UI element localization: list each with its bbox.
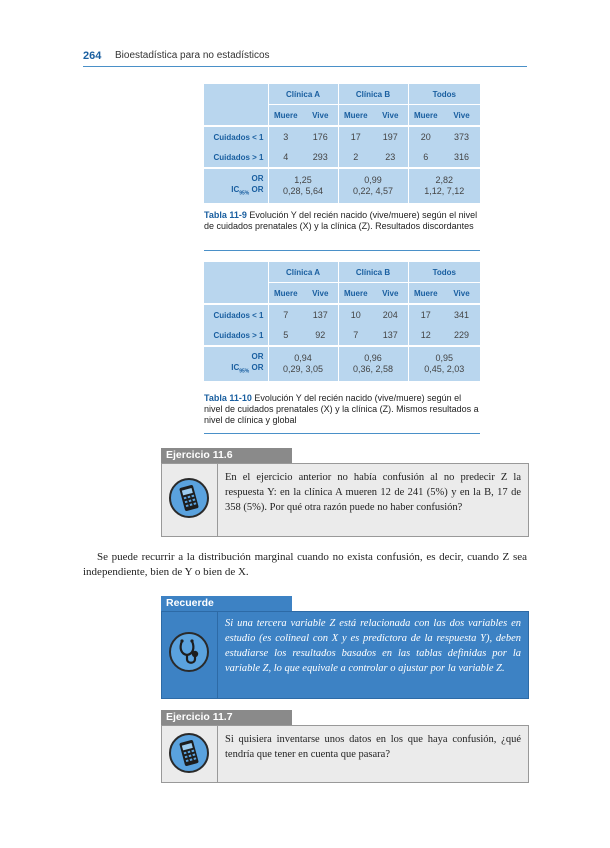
- table-cell: 12: [408, 325, 443, 346]
- exercise-title: Ejercicio 11.7: [161, 710, 292, 725]
- table-row: [204, 147, 480, 168]
- column-header: Vive: [373, 283, 408, 305]
- table-cell: 5: [268, 325, 303, 346]
- remember-box: [161, 611, 529, 699]
- column-header: Vive: [303, 283, 338, 305]
- remember-text: Si una tercera variable Z está relacionada con las dos variables en estudio (es colineal con X y es predictora de la respuesta Y), deben estudiarse los resultados basados en las tablas definidas por la variable Z, lo que equivale a controlar o ajustar por la variable Z.: [225, 618, 521, 674]
- calculator-icon: [169, 733, 209, 773]
- exercise-box: [161, 725, 529, 783]
- stethoscope-icon: [169, 632, 209, 672]
- table-cell: 176: [303, 126, 338, 147]
- table-cell: 23: [385, 152, 396, 162]
- column-header: Vive: [443, 283, 480, 305]
- table-row: [204, 325, 480, 346]
- or-value-cell: 0,94 0,29, 3,05: [268, 346, 338, 381]
- table-cell: 17: [408, 304, 443, 325]
- or-value-cell: 2,82 1,12, 7,12: [408, 168, 480, 203]
- group-header: Clínica A: [268, 84, 338, 105]
- row-label: Cuidados < 1: [204, 126, 268, 147]
- caption-divider: [204, 250, 480, 251]
- table-row: [204, 304, 480, 325]
- column-header: Vive: [443, 105, 480, 127]
- table-row: [204, 126, 480, 147]
- row-label: Cuidados > 1: [213, 330, 264, 340]
- column-header: Muere: [338, 283, 373, 305]
- caption-divider: [204, 433, 480, 434]
- row-label: Cuidados > 1: [213, 152, 264, 162]
- or-row: [204, 168, 480, 203]
- page-header: [83, 48, 527, 67]
- table-cell: 229: [454, 330, 470, 340]
- or-label: OR $IC_{95\%}$ OR: [204, 168, 268, 203]
- column-header: Muere: [268, 105, 303, 127]
- body-paragraph: Se puede recurrir a la distribución marginal cuando no exista confusión, es decir, cuando Z sea independiente, bien de Y o bien de X.: [83, 551, 527, 578]
- row-label: Cuidados < 1: [204, 304, 268, 325]
- table-cell: 197: [373, 126, 408, 147]
- or-value-cell: 0,95 0,45, 2,03: [408, 346, 480, 381]
- page-number: 264: [83, 50, 102, 62]
- column-header: Vive: [303, 105, 338, 127]
- column-header: Muere: [338, 105, 373, 127]
- exercise-text: En el ejercicio anterior no había confusión al no predecir Z la respuesta Y: en la clínica A mueren 12 de 241 (5%) y en la B, 17 de 358 (5%). Por qué otra razón puede no haber confusión?: [225, 472, 521, 513]
- or-row: [204, 346, 480, 381]
- table-cell: 3: [268, 126, 303, 147]
- table-cell: 7: [338, 325, 373, 346]
- or-label: OR $IC_{95\%}$ OR: [204, 346, 268, 381]
- table-cell: 2: [338, 147, 373, 168]
- exercise-box: [161, 463, 529, 537]
- table-cell: 293: [312, 152, 328, 162]
- table-cell: 137: [382, 330, 398, 340]
- table-cell: 10: [338, 304, 373, 325]
- table-cell: 204: [373, 304, 408, 325]
- group-header: Todos: [408, 84, 480, 105]
- table-cell: 20: [408, 126, 443, 147]
- table-cell: 7: [268, 304, 303, 325]
- column-header: Vive: [373, 105, 408, 127]
- table-cell: 373: [443, 126, 480, 147]
- or-value-cell: 0,99 0,22, 4,57: [338, 168, 408, 203]
- contingency-table-11-10: [204, 262, 480, 381]
- table-cell: 17: [338, 126, 373, 147]
- or-value-cell: 1,25 0,28, 5,64: [268, 168, 338, 203]
- calculator-icon: [169, 478, 209, 518]
- exercise-title: Ejercicio 11.6: [161, 448, 292, 463]
- table-cell: 92: [315, 330, 326, 340]
- table-cell: 316: [454, 152, 470, 162]
- contingency-table-11-9: [204, 84, 480, 203]
- column-header: Muere: [408, 283, 443, 305]
- remember-title: Recuerde: [161, 596, 292, 611]
- exercise-text: Si quisiera inventarse unos datos en los que haya confusión, ¿qué tendría que tener en cuenta que pasara?: [225, 734, 521, 760]
- table-caption: Tabla 11-9 Evolución Y del recién nacido (vive/muere) según el nivel de cuidados prenatales (X) y la clínica (Z). Resultados discordantes: [204, 210, 478, 231]
- table-cell: 4: [268, 147, 303, 168]
- group-header: Todos: [408, 262, 480, 283]
- table-caption: Tabla 11-10 Evolución Y del recién nacido (vive/muere) según el nivel de cuidados prenatales (X) y la clínica (Z). Mismos resultados a nivel de clínica y global: [204, 393, 479, 425]
- group-header: Clínica A: [268, 262, 338, 283]
- group-header: Clínica B: [338, 84, 408, 105]
- group-header: Clínica B: [338, 262, 408, 283]
- table-cell: 341: [443, 304, 480, 325]
- column-header: Muere: [408, 105, 443, 127]
- or-value-cell: 0,96 0,36, 2,58: [338, 346, 408, 381]
- column-header: Muere: [268, 283, 303, 305]
- table-cell: 6: [408, 147, 443, 168]
- book-title: Bioestadística para no estadísticos: [115, 50, 270, 61]
- table-cell: 137: [303, 304, 338, 325]
